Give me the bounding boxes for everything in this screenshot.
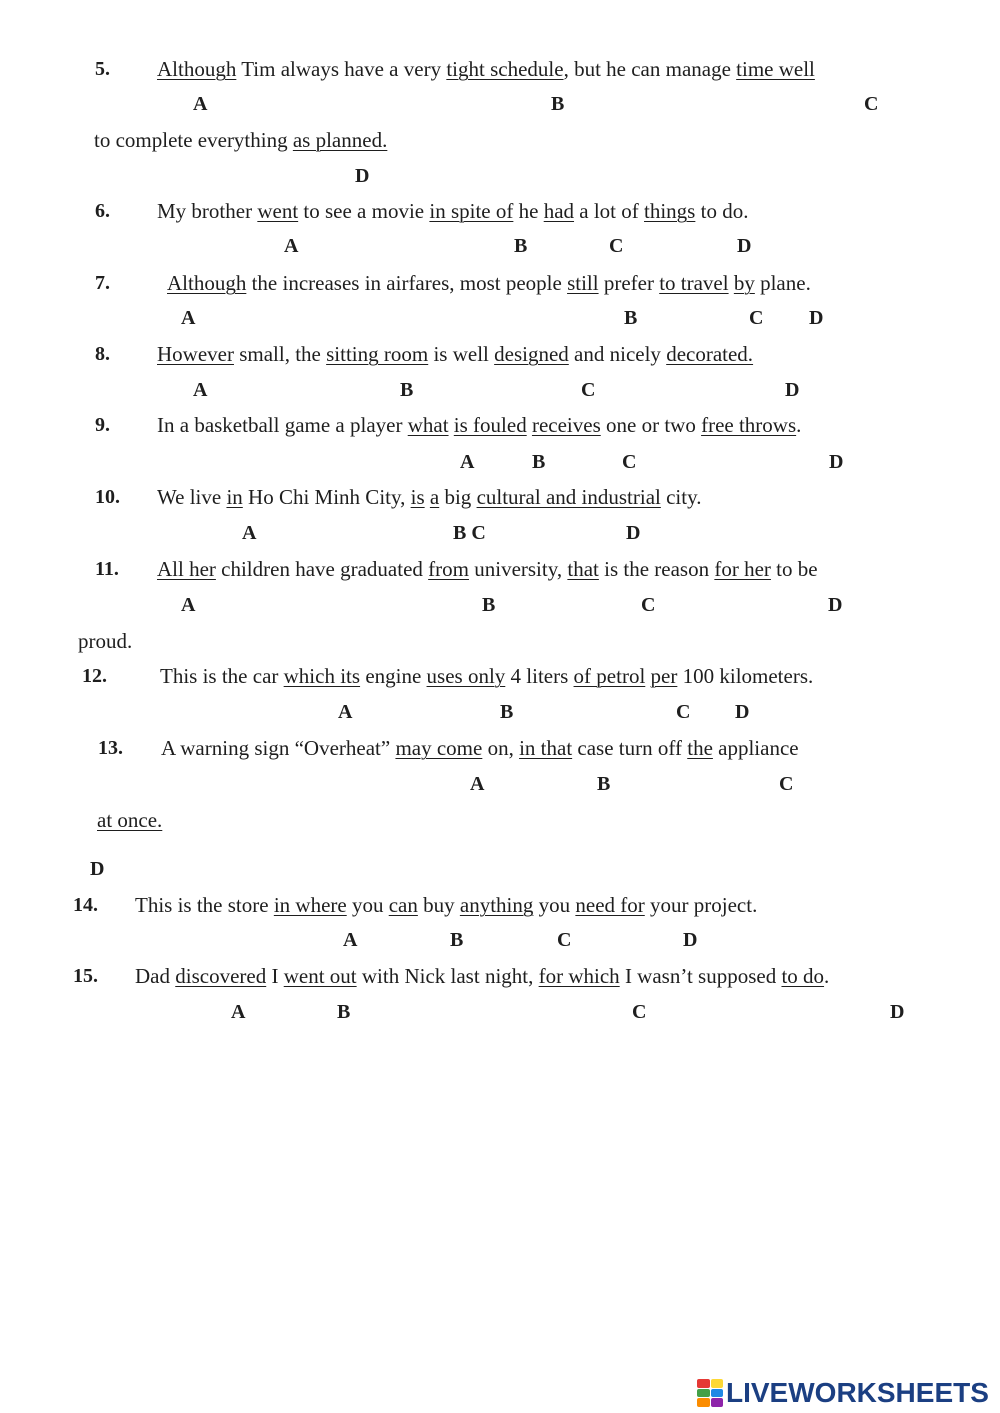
option-letter: B bbox=[597, 773, 611, 795]
sentence-segment: big bbox=[439, 485, 477, 509]
option-letter: C bbox=[622, 451, 637, 473]
sentence-segment: children have graduated bbox=[215, 557, 429, 581]
sentence-segment: to complete everything bbox=[94, 128, 293, 152]
sentence-segment: appliance bbox=[712, 736, 799, 760]
question-number: 7. bbox=[95, 272, 110, 294]
question-number: 6. bbox=[95, 200, 110, 222]
underlined-segment: went bbox=[257, 199, 299, 223]
underlined-segment: as planned. bbox=[292, 128, 388, 152]
question-sentence bbox=[161, 736, 799, 760]
underlined-segment: designed bbox=[494, 342, 569, 366]
underlined-segment: still bbox=[567, 271, 599, 295]
option-letter: C bbox=[779, 773, 794, 795]
option-letter: C bbox=[749, 307, 764, 329]
sentence-segment: proud. bbox=[78, 629, 133, 653]
option-letter: D bbox=[828, 594, 843, 616]
option-letter: D bbox=[737, 235, 752, 257]
underlined-segment: in that bbox=[519, 736, 573, 760]
question-number: 5. bbox=[95, 58, 110, 80]
option-letter: B bbox=[551, 93, 565, 115]
sentence-segment: buy bbox=[417, 893, 460, 917]
sentence-segment: the increases in airfares, most people bbox=[246, 271, 568, 295]
option-letter: C bbox=[632, 1001, 647, 1023]
option-letter: A bbox=[193, 93, 208, 115]
question-sentence bbox=[157, 342, 753, 366]
sentence-segment: This is the store bbox=[135, 893, 274, 917]
question-number: 15. bbox=[73, 965, 98, 987]
sentence-segment: plane. bbox=[754, 271, 811, 295]
sentence-segment: city. bbox=[660, 485, 702, 509]
underlined-segment: is fouled bbox=[453, 413, 527, 437]
question-number: 8. bbox=[95, 343, 110, 365]
underlined-segment: free throws bbox=[701, 413, 797, 437]
option-letter: A bbox=[460, 451, 475, 473]
underlined-segment: time well bbox=[736, 57, 815, 81]
option-letter: C bbox=[641, 594, 656, 616]
underlined-segment: may come bbox=[395, 736, 483, 760]
underlined-segment: things bbox=[644, 199, 696, 223]
liveworksheets-brand: LIVEWORKSHEETS bbox=[726, 1377, 989, 1408]
option-letter: D bbox=[785, 379, 800, 401]
underlined-segment: for her bbox=[714, 557, 771, 581]
option-letter: A bbox=[181, 594, 196, 616]
underlined-segment: tight schedule bbox=[446, 57, 564, 81]
sentence-segment: case turn off bbox=[572, 736, 688, 760]
option-letter: C bbox=[609, 235, 624, 257]
sentence-segment: he bbox=[513, 199, 544, 223]
question-number: 13. bbox=[98, 737, 123, 759]
question-sentence bbox=[157, 557, 818, 581]
question-sentence bbox=[167, 271, 811, 295]
sentence-segment: small, the bbox=[233, 342, 327, 366]
option-letter: D bbox=[626, 522, 641, 544]
sentence-segment: and nicely bbox=[568, 342, 667, 366]
option-letter: B bbox=[514, 235, 528, 257]
option-letter: A bbox=[338, 701, 353, 723]
underlined-segment: cultural and industrial bbox=[476, 485, 661, 509]
sentence-segment: 100 kilometers. bbox=[677, 664, 814, 688]
option-letter: C bbox=[676, 701, 691, 723]
sentence-segment: one or two bbox=[600, 413, 702, 437]
option-letter: D bbox=[683, 929, 698, 951]
question-sentence bbox=[135, 964, 829, 988]
option-letter: C bbox=[581, 379, 596, 401]
question-continuation bbox=[78, 629, 132, 653]
sentence-segment: to see a movie bbox=[298, 199, 430, 223]
sentence-segment: on, bbox=[482, 736, 520, 760]
underlined-segment: receives bbox=[531, 413, 601, 437]
underlined-segment: sitting room bbox=[326, 342, 429, 366]
liveworksheets-footer bbox=[697, 1376, 989, 1410]
sentence-segment: 4 liters bbox=[505, 664, 574, 688]
underlined-segment: of petrol bbox=[573, 664, 646, 688]
sentence-segment: your project. bbox=[644, 893, 758, 917]
sentence-segment: A warning sign “Overheat” bbox=[161, 736, 396, 760]
question-sentence bbox=[160, 664, 813, 688]
sentence-segment: prefer bbox=[598, 271, 660, 295]
sentence-segment: with Nick last night, bbox=[356, 964, 539, 988]
underlined-segment: can bbox=[388, 893, 418, 917]
sentence-segment: university, bbox=[468, 557, 568, 581]
underlined-segment: However bbox=[157, 342, 234, 366]
sentence-segment: Tim always have a very bbox=[236, 57, 447, 81]
option-letter: D bbox=[90, 858, 105, 880]
option-letter: B bbox=[400, 379, 414, 401]
question-sentence bbox=[157, 57, 815, 81]
option-letter: A bbox=[470, 773, 485, 795]
option-letter: B bbox=[337, 1001, 351, 1023]
question-number: 11. bbox=[95, 558, 119, 580]
option-letter: D bbox=[809, 307, 824, 329]
underlined-segment: in bbox=[226, 485, 243, 509]
underlined-segment: in where bbox=[273, 893, 347, 917]
underlined-segment: in spite of bbox=[429, 199, 514, 223]
underlined-segment: from bbox=[428, 557, 469, 581]
sentence-segment: is the reason bbox=[598, 557, 715, 581]
option-letter: A bbox=[284, 235, 299, 257]
option-letter: D bbox=[735, 701, 750, 723]
underlined-segment: by bbox=[733, 271, 755, 295]
underlined-segment: need for bbox=[575, 893, 645, 917]
option-letter: D bbox=[829, 451, 844, 473]
option-letter: B bbox=[500, 701, 514, 723]
sentence-segment: This is the car bbox=[160, 664, 284, 688]
underlined-segment: discovered bbox=[175, 964, 267, 988]
sentence-segment: In a basketball game a player bbox=[157, 413, 408, 437]
option-letter: D bbox=[890, 1001, 905, 1023]
underlined-segment: uses only bbox=[426, 664, 506, 688]
sentence-segment: , but he can manage bbox=[563, 57, 737, 81]
sentence-segment: . bbox=[796, 413, 802, 437]
sentence-segment: you bbox=[533, 893, 576, 917]
option-letter: C bbox=[864, 93, 879, 115]
sentence-segment: We live bbox=[157, 485, 227, 509]
sentence-segment: Ho Chi Minh City, bbox=[242, 485, 411, 509]
underlined-segment: to travel bbox=[659, 271, 729, 295]
option-letter: A bbox=[231, 1001, 246, 1023]
underlined-segment: is bbox=[410, 485, 425, 509]
underlined-segment: for which bbox=[538, 964, 620, 988]
option-letter: A bbox=[242, 522, 257, 544]
option-letter: A bbox=[181, 307, 196, 329]
sentence-segment: is well bbox=[428, 342, 495, 366]
sentence-segment: a lot of bbox=[574, 199, 645, 223]
underlined-segment: that bbox=[567, 557, 599, 581]
option-letter: B bbox=[624, 307, 638, 329]
question-sentence bbox=[157, 413, 801, 437]
liveworksheets-logo-icon bbox=[697, 1379, 723, 1407]
underlined-segment: a bbox=[429, 485, 440, 509]
sentence-segment: . bbox=[824, 964, 830, 988]
question-number: 14. bbox=[73, 894, 98, 916]
option-letter: B bbox=[450, 929, 464, 951]
question-continuation bbox=[94, 128, 387, 152]
option-letter: A bbox=[193, 379, 208, 401]
underlined-segment: what bbox=[407, 413, 449, 437]
underlined-segment: decorated. bbox=[666, 342, 754, 366]
option-letter: C bbox=[557, 929, 572, 951]
option-letter: D bbox=[355, 165, 370, 187]
sentence-segment: you bbox=[346, 893, 389, 917]
question-continuation bbox=[97, 808, 162, 832]
question-sentence bbox=[157, 199, 748, 223]
underlined-segment: All her bbox=[157, 557, 216, 581]
sentence-segment: My brother bbox=[157, 199, 258, 223]
sentence-segment: engine bbox=[360, 664, 427, 688]
option-letter: B bbox=[482, 594, 496, 616]
underlined-segment: Although bbox=[167, 271, 247, 295]
option-letter: B bbox=[532, 451, 546, 473]
underlined-segment: to do bbox=[781, 964, 825, 988]
underlined-segment: per bbox=[650, 664, 678, 688]
underlined-segment: Although bbox=[157, 57, 237, 81]
sentence-segment: I bbox=[266, 964, 284, 988]
underlined-segment: which its bbox=[283, 664, 361, 688]
underlined-segment: at once. bbox=[97, 808, 163, 832]
question-number: 10. bbox=[95, 486, 120, 508]
underlined-segment: went out bbox=[283, 964, 357, 988]
question-number: 12. bbox=[82, 665, 107, 687]
option-letter: A bbox=[343, 929, 358, 951]
option-letter: B C bbox=[453, 522, 486, 544]
question-number: 9. bbox=[95, 414, 110, 436]
question-sentence bbox=[135, 893, 757, 917]
question-sentence bbox=[157, 485, 702, 509]
underlined-segment: anything bbox=[459, 893, 534, 917]
sentence-segment: I wasn’t supposed bbox=[619, 964, 782, 988]
sentence-segment: to be bbox=[770, 557, 818, 581]
sentence-segment: to do. bbox=[695, 199, 749, 223]
sentence-segment: Dad bbox=[135, 964, 176, 988]
underlined-segment: had bbox=[543, 199, 575, 223]
underlined-segment: the bbox=[687, 736, 713, 760]
